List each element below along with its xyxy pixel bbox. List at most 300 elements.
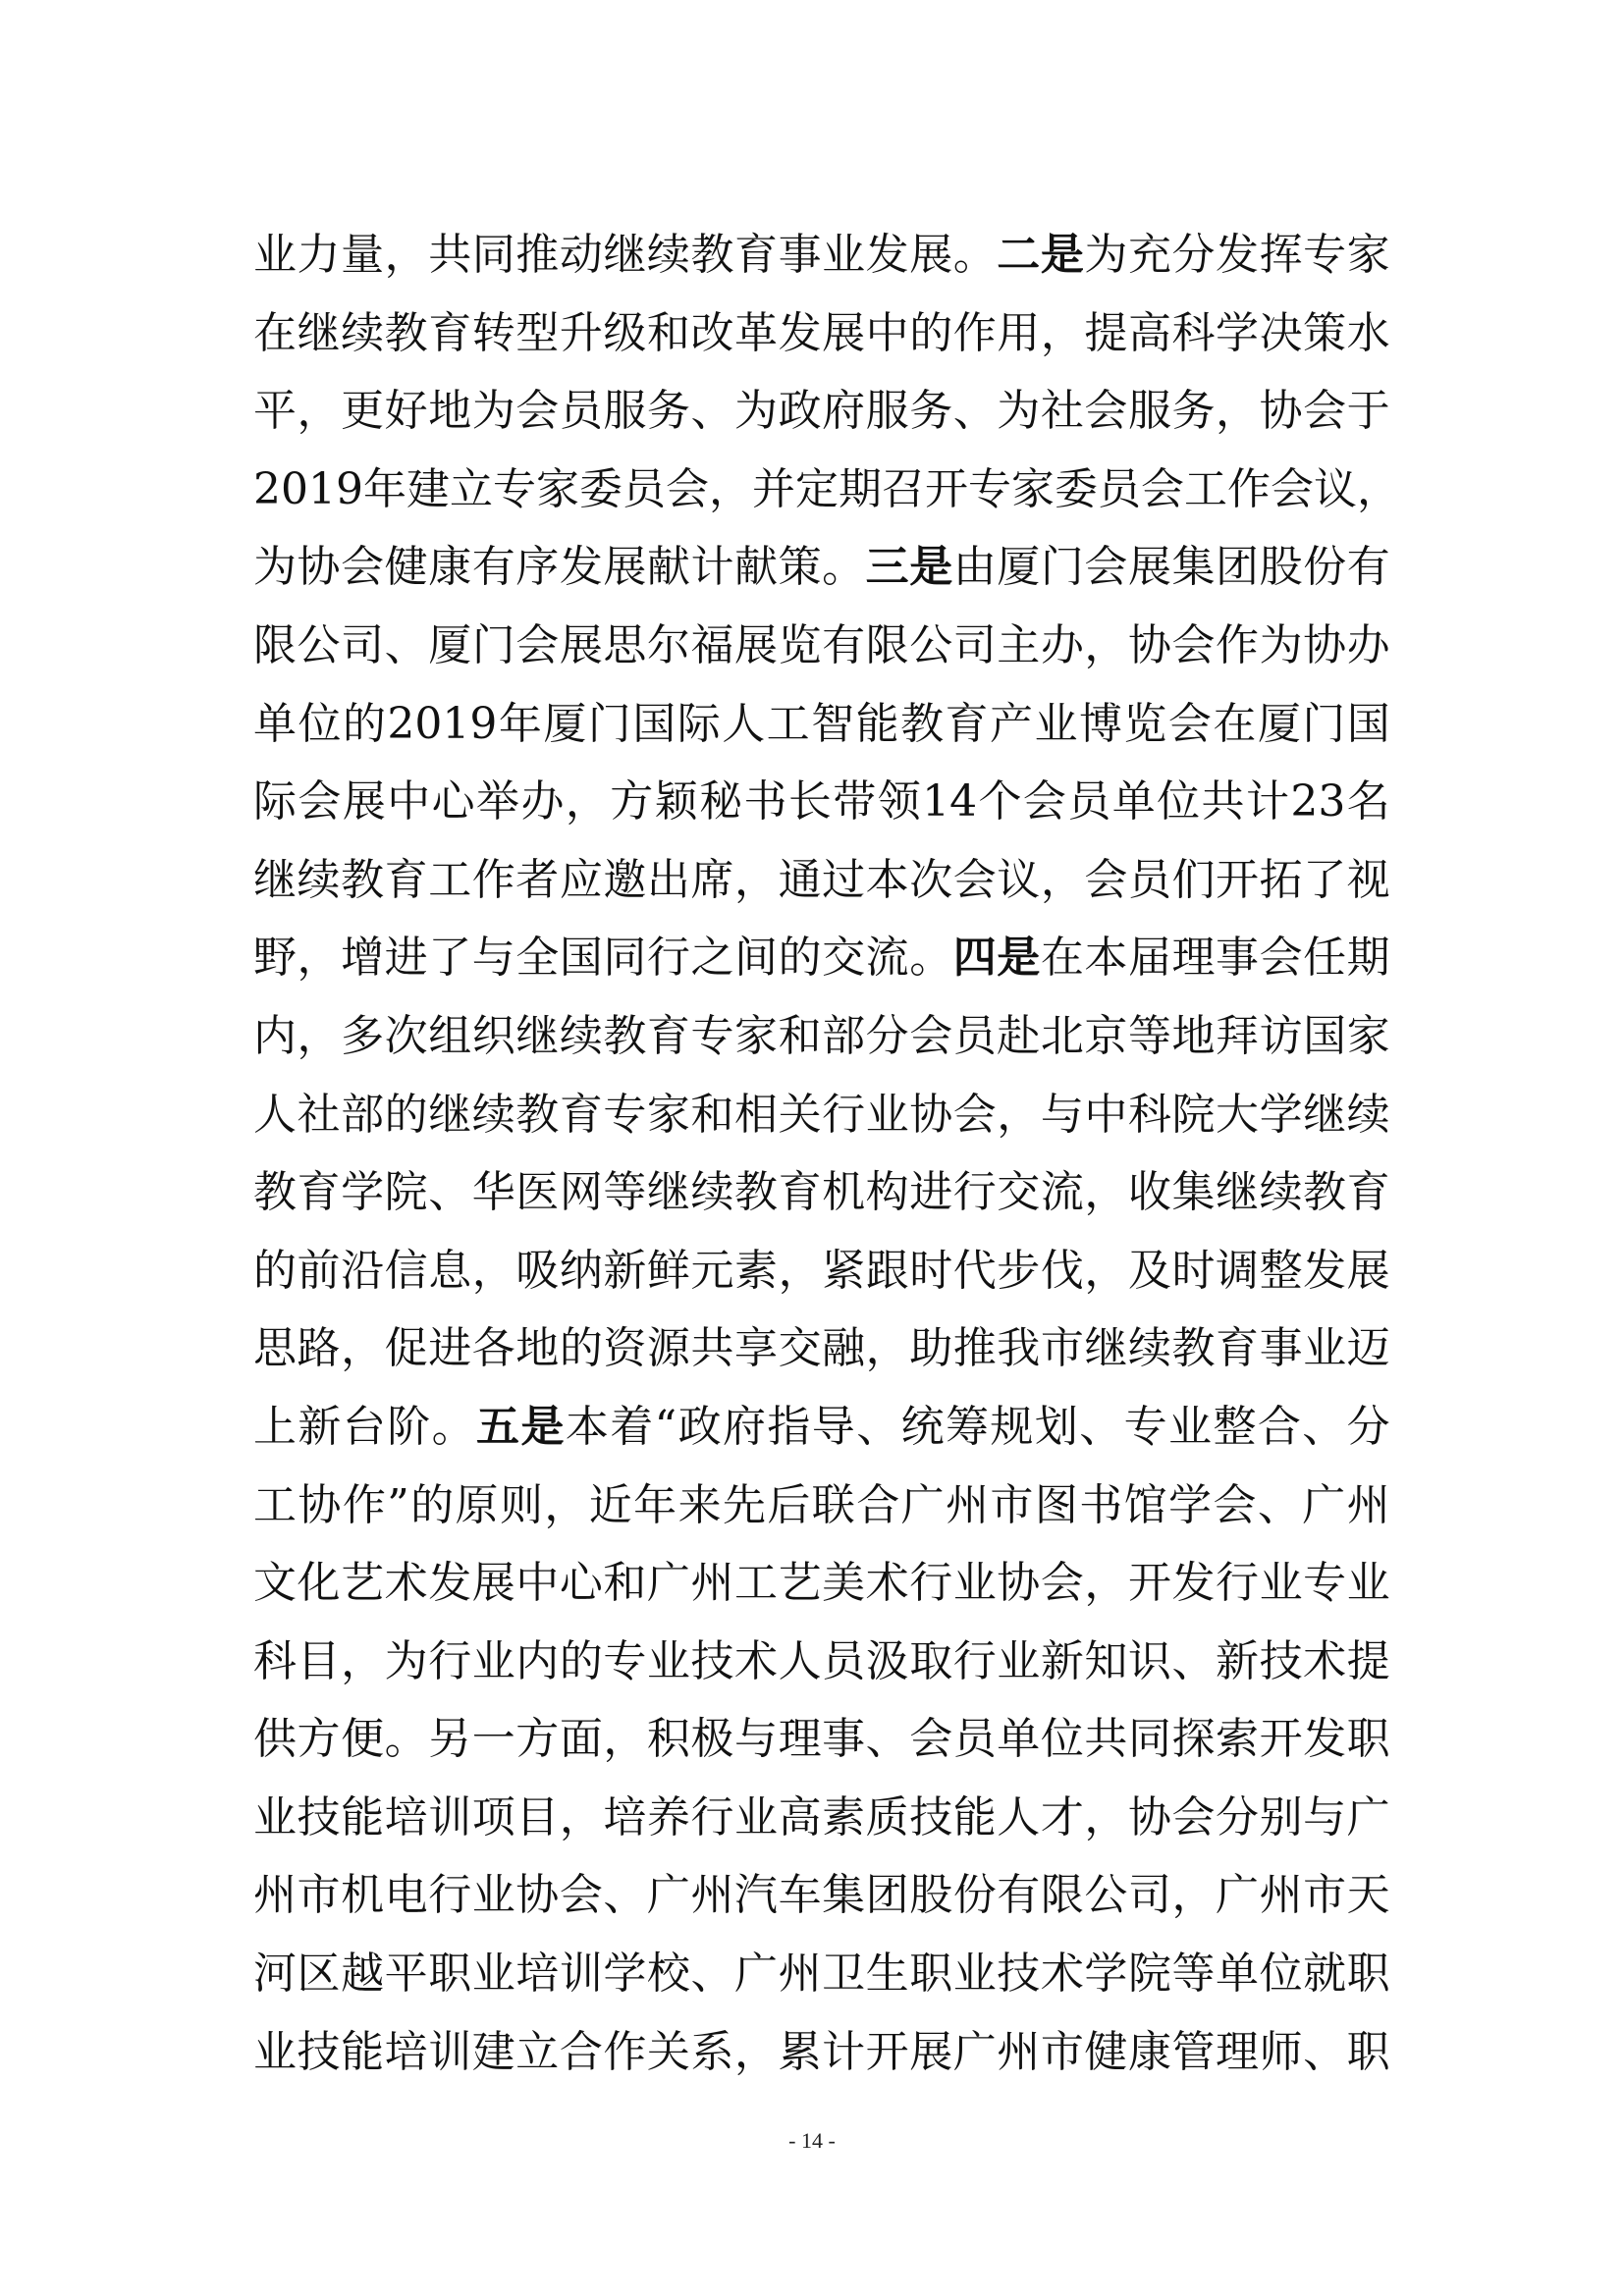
- text-char: 方: [515, 1714, 560, 1765]
- text-char: 校: [646, 1949, 690, 2000]
- text-char: 福: [690, 619, 734, 670]
- text-char: 术: [865, 1558, 909, 1609]
- text-line: [253, 607, 1390, 685]
- text-char: 野: [253, 933, 297, 984]
- text-char: 展: [734, 619, 779, 670]
- text-char: 天: [1346, 1870, 1390, 1921]
- text-char: 平: [253, 386, 297, 437]
- text-char: ，: [471, 1245, 515, 1296]
- text-char: 合: [1257, 1401, 1301, 1452]
- text-char: 览: [778, 619, 822, 670]
- text-char: 续: [1259, 1167, 1303, 1218]
- text-char: 和: [778, 1010, 822, 1061]
- text-char: 员: [1067, 776, 1111, 828]
- text-char: 专: [1303, 1558, 1347, 1609]
- text-char: 车: [778, 1870, 822, 1921]
- text-char: 理: [1171, 933, 1216, 984]
- text-char: 人: [778, 1635, 822, 1686]
- text-char: 全: [515, 933, 560, 984]
- text-char: 越: [341, 1949, 385, 2000]
- text-char: 项: [471, 1791, 515, 1842]
- page-number: - 14 -: [788, 2128, 836, 2153]
- text-char: 拜: [1216, 1010, 1260, 1061]
- text-char: 续: [341, 307, 385, 358]
- text-char: 国: [559, 933, 603, 984]
- text-char: 为: [253, 542, 297, 593]
- text-char: 本: [865, 854, 909, 905]
- text-char: 增: [341, 933, 385, 984]
- text-char: 厦: [543, 698, 587, 749]
- text-char: 升: [559, 307, 603, 358]
- text-char: 术: [1303, 1635, 1347, 1686]
- text-char: 技: [690, 1635, 734, 1686]
- text-char: 分: [1346, 1401, 1390, 1452]
- text-char: 积: [646, 1714, 690, 1765]
- text-char: 机: [341, 1870, 385, 1921]
- text-char: 、: [428, 1167, 472, 1218]
- text-char: 市: [1040, 1323, 1084, 1374]
- text-char: 间: [734, 933, 779, 984]
- text-char: 后: [767, 1479, 811, 1530]
- text-char: 继: [428, 1089, 472, 1140]
- text-char: 紧: [822, 1245, 866, 1296]
- text-char: 协: [297, 542, 341, 593]
- text-char: 新: [603, 1245, 647, 1296]
- text-char: 院: [384, 1167, 428, 1218]
- text-char: 指: [767, 1401, 811, 1452]
- text-char: 议: [997, 854, 1041, 905]
- text-char: 交: [822, 933, 866, 984]
- text-char: 合: [856, 1479, 900, 1530]
- text-char: 继: [1216, 1167, 1260, 1218]
- text-char: 职: [1346, 1949, 1390, 2000]
- text-char: 关: [646, 2026, 690, 2077]
- text-char: 2019: [387, 698, 498, 749]
- text-line: [253, 528, 1390, 607]
- text-char: 邀: [603, 854, 647, 905]
- text-char: 行: [428, 1635, 472, 1686]
- text-char: 部: [341, 1089, 385, 1140]
- text-char: 管: [1171, 2026, 1216, 2077]
- text-char: 本: [1084, 933, 1128, 984]
- text-char: 会: [1140, 463, 1184, 514]
- text-char: 年: [633, 1479, 677, 1530]
- text-char: 业: [1034, 698, 1078, 749]
- text-char: 流: [865, 933, 909, 984]
- text-char: 会: [1171, 619, 1216, 670]
- text-char: 学: [1084, 1949, 1128, 2000]
- text-char: 国: [632, 698, 677, 749]
- text-char: 目: [297, 1635, 341, 1686]
- text-char: 继: [603, 230, 647, 280]
- text-char: 工: [428, 854, 472, 905]
- text-char: 为: [997, 386, 1041, 437]
- text-char: 决: [1259, 307, 1303, 358]
- text-char: 业: [471, 1949, 515, 2000]
- text-char: 献: [646, 542, 690, 593]
- text-char: 团: [865, 1870, 909, 1921]
- text-char: 织: [471, 1010, 515, 1061]
- text-char: 多: [341, 1010, 385, 1061]
- text-char: 资: [603, 1323, 647, 1374]
- text-char: 便: [341, 1714, 385, 1765]
- text-char: 交: [778, 1323, 822, 1374]
- text-char: 教: [603, 1010, 647, 1061]
- text-char: 共: [1201, 776, 1245, 828]
- text-char: 医: [515, 1167, 560, 1218]
- text-char: 教: [690, 230, 734, 280]
- text-char: 分: [1171, 230, 1216, 280]
- text-char: 理: [778, 1714, 822, 1765]
- text-char: 推: [952, 1323, 997, 1374]
- text-line: [253, 451, 1400, 529]
- text-char: 育: [428, 307, 472, 358]
- text-char: 业: [822, 230, 866, 280]
- text-char: 召: [881, 463, 925, 514]
- text-char: 院: [1171, 1089, 1216, 1140]
- text-line: [253, 919, 1390, 997]
- text-char: 融: [822, 1323, 866, 1374]
- text-char: 卫: [822, 1949, 866, 2000]
- text-char: 导: [811, 1401, 855, 1452]
- text-char: 家: [535, 463, 579, 514]
- text-char: 取: [909, 1635, 953, 1686]
- text-char: 厦: [428, 619, 472, 670]
- text-char: 开: [1216, 854, 1260, 905]
- text-char: 委: [578, 463, 623, 514]
- text-line: [253, 997, 1390, 1076]
- text-char: 续: [1346, 1089, 1390, 1140]
- text-char: 院: [1127, 1949, 1171, 2000]
- text-char: 限: [865, 619, 909, 670]
- text-char: 术: [1040, 1949, 1084, 2000]
- text-char: 训: [559, 1949, 603, 2000]
- text-char: ，: [297, 933, 341, 984]
- text-char: 先: [722, 1479, 766, 1530]
- text-char: 心: [559, 1558, 603, 1609]
- text-char: 会: [909, 1714, 953, 1765]
- text-char: 办: [520, 776, 565, 828]
- text-char: 专: [1303, 230, 1347, 280]
- text-char: 领: [877, 776, 921, 828]
- text-char: 思: [253, 1323, 297, 1374]
- text-char: 吸: [515, 1245, 560, 1296]
- text-line: [253, 685, 1390, 764]
- text-char: 国: [1346, 698, 1390, 749]
- text-char: 发: [1216, 230, 1260, 280]
- text-char: 行: [822, 1089, 866, 1140]
- text-char: 好: [384, 386, 428, 437]
- text-line: [253, 294, 1390, 373]
- text-char: 享: [734, 1323, 779, 1374]
- text-char: 位: [1040, 1714, 1084, 1765]
- text-char: 际: [253, 776, 297, 828]
- text-char: 区: [297, 1949, 341, 2000]
- text-char: 公: [297, 619, 341, 670]
- text-char: 年: [362, 463, 406, 514]
- text-char: ，: [341, 1635, 385, 1686]
- text-char: 续: [1127, 1323, 1171, 1374]
- text-char: 时: [909, 1245, 953, 1296]
- text-char: 河: [253, 1949, 297, 2000]
- text-char: 术: [384, 1558, 428, 1609]
- text-char: 共: [690, 1323, 734, 1374]
- text-char: 康: [1127, 2026, 1171, 2077]
- text-char: 相: [734, 1089, 779, 1140]
- text-char: 会: [1259, 933, 1303, 984]
- text-char: 的: [559, 1635, 603, 1686]
- text-char: 会: [559, 1870, 603, 1921]
- text-char: 计: [822, 2026, 866, 2077]
- text-char: 行: [1216, 1558, 1260, 1609]
- text-char: 立: [515, 2026, 560, 2077]
- text-char: 行: [952, 1635, 997, 1686]
- text-char: 教: [1171, 1323, 1216, 1374]
- text-char: 电: [384, 1870, 428, 1921]
- text-char: 协: [1127, 619, 1171, 670]
- text-char: 位: [1259, 1949, 1303, 2000]
- text-char: 共: [1084, 1714, 1128, 1765]
- text-char: 会: [1084, 386, 1128, 437]
- text-char: ，: [544, 1479, 588, 1530]
- text-char: 就: [1303, 1949, 1347, 2000]
- text-char: 育: [778, 1167, 822, 1218]
- text-char: 索: [1216, 1714, 1260, 1765]
- emphasis-text: 四: [952, 933, 997, 984]
- text-char: 事: [1216, 933, 1260, 984]
- text-char: ，: [1084, 1791, 1128, 1842]
- text-char: 学: [603, 1949, 647, 2000]
- text-char: 会: [1084, 854, 1128, 905]
- text-char: 书: [1079, 1479, 1123, 1530]
- text-char: 理: [1216, 2026, 1260, 2077]
- text-char: 限: [253, 619, 297, 670]
- text-char: 广: [646, 1558, 690, 1609]
- text-char: 时: [1171, 1245, 1216, 1296]
- text-char: 州: [690, 1558, 734, 1609]
- text-char: 统: [900, 1401, 945, 1452]
- text-char: 交: [997, 1167, 1041, 1218]
- text-char: 书: [743, 776, 787, 828]
- text-char: 京: [1084, 1010, 1128, 1061]
- text-char: 中: [515, 1558, 560, 1609]
- text-char: 会: [1167, 698, 1212, 749]
- text-char: 动: [559, 230, 603, 280]
- text-char: 挥: [1259, 230, 1303, 280]
- emphasis-text: 是: [997, 933, 1041, 984]
- text-char: 、: [1257, 1479, 1301, 1530]
- text-char: 鲜: [646, 1245, 690, 1296]
- text-char: 司: [952, 619, 997, 670]
- text-char: 台: [342, 1401, 386, 1452]
- text-char: 应: [559, 854, 603, 905]
- text-char: 学: [1216, 307, 1260, 358]
- text-char: 专: [492, 463, 536, 514]
- text-char: 业: [253, 2026, 297, 2077]
- text-char: ，: [384, 230, 428, 280]
- text-line: [253, 1779, 1390, 1857]
- text-char: 府: [722, 1401, 766, 1452]
- text-char: 力: [297, 230, 341, 280]
- text-char: ，: [565, 776, 609, 828]
- text-char: ，: [1171, 1870, 1216, 1921]
- text-char: ，: [1216, 386, 1260, 437]
- text-char: 健: [384, 542, 428, 593]
- text-char: 委: [1054, 463, 1098, 514]
- text-char: 服: [603, 386, 647, 437]
- text-char: 、: [865, 1714, 909, 1765]
- text-char: 革: [734, 307, 779, 358]
- text-char: 本: [565, 1401, 609, 1452]
- text-char: 推: [515, 230, 560, 280]
- text-char: ，: [559, 1791, 603, 1842]
- text-char: 北: [1040, 1010, 1084, 1061]
- text-char: ，: [778, 1245, 822, 1296]
- text-char: 共: [428, 230, 472, 280]
- text-char: 集: [1171, 1167, 1216, 1218]
- text-char: 学: [1259, 1089, 1303, 1140]
- text-char: 培: [384, 1791, 428, 1842]
- text-char: 股: [909, 1870, 953, 1921]
- text-char: 了: [428, 933, 472, 984]
- text-char: 司: [1127, 1870, 1171, 1921]
- text-char: 集: [822, 1870, 866, 1921]
- text-char: ，: [734, 2026, 779, 2077]
- text-char: 于: [1346, 386, 1390, 437]
- text-char: 同: [471, 230, 515, 280]
- text-char: 续: [471, 1089, 515, 1140]
- emphasis-text: 二: [997, 230, 1041, 280]
- text-char: 办: [1040, 619, 1084, 670]
- text-char: 的: [410, 1479, 455, 1530]
- text-char: 有: [471, 542, 515, 593]
- text-char: 业: [471, 1870, 515, 1921]
- text-line: [253, 1700, 1390, 1779]
- text-char: 广: [734, 1949, 779, 2000]
- text-char: 州: [997, 2026, 1041, 2077]
- emphasis-text: 是: [520, 1401, 565, 1452]
- text-char: 广: [900, 1479, 945, 1530]
- text-char: 新: [1040, 1635, 1084, 1686]
- text-char: 次: [909, 854, 953, 905]
- text-char: 的: [384, 1089, 428, 1140]
- text-char: ，: [341, 1323, 385, 1374]
- text-char: 开: [865, 2026, 909, 2077]
- text-char: 迈: [1346, 1323, 1390, 1374]
- text-char: 协: [909, 1089, 953, 1140]
- text-char: 家: [734, 1010, 779, 1061]
- text-char: 和: [690, 1089, 734, 1140]
- text-char: 、: [603, 1870, 647, 1921]
- text-char: 进: [909, 1167, 953, 1218]
- text-char: 协: [1303, 619, 1347, 670]
- text-char: 业: [253, 230, 297, 280]
- text-char: ，: [734, 854, 779, 905]
- text-char: 提: [1346, 1635, 1390, 1686]
- text-char: 州: [253, 1870, 297, 1921]
- text-char: 协: [1127, 1791, 1171, 1842]
- text-char: 员: [622, 463, 666, 514]
- text-char: 作: [1216, 619, 1260, 670]
- text-char: 行: [909, 1558, 953, 1609]
- text-line: [253, 1388, 1390, 1467]
- text-char: 专: [690, 1010, 734, 1061]
- text-char: 厦: [997, 542, 1041, 593]
- text-char: 届: [1127, 933, 1171, 984]
- text-char: 业: [997, 1635, 1041, 1686]
- text-char: 构: [865, 1167, 909, 1218]
- text-char: 收: [1127, 1167, 1171, 1218]
- text-char: 与: [471, 933, 515, 984]
- text-char: 技: [909, 1791, 953, 1842]
- text-char: 、: [690, 1949, 734, 2000]
- text-char: 会: [952, 1089, 997, 1140]
- text-char: 新: [1216, 1635, 1260, 1686]
- text-char: 累: [778, 2026, 822, 2077]
- emphasis-text: 是: [1040, 230, 1084, 280]
- text-char: 等: [1171, 1949, 1216, 2000]
- text-char: 专: [967, 463, 1011, 514]
- text-char: 素: [822, 1791, 866, 1842]
- text-char: 继: [515, 1010, 560, 1061]
- text-char: 州: [946, 1479, 989, 1530]
- text-char: 限: [1040, 1870, 1084, 1921]
- text-char: 级: [603, 307, 647, 358]
- text-char: 会: [909, 1010, 953, 1061]
- text-char: 举: [476, 776, 520, 828]
- text-char: ，: [997, 1089, 1041, 1140]
- text-char: 计: [1245, 776, 1289, 828]
- text-char: 序: [515, 542, 560, 593]
- text-char: 科: [1171, 307, 1216, 358]
- text-char: 14: [922, 776, 978, 828]
- text-char: 。: [431, 1401, 475, 1452]
- text-char: 定: [794, 463, 839, 514]
- text-char: 等: [1127, 1010, 1171, 1061]
- text-char: 上: [253, 1401, 297, 1452]
- text-char: 的: [778, 933, 822, 984]
- text-char: 为: [734, 386, 779, 437]
- text-line: [253, 1309, 1390, 1388]
- text-char: 智: [811, 698, 855, 749]
- text-char: 政: [778, 386, 822, 437]
- text-char: 育: [297, 1167, 341, 1218]
- text-char: 作: [603, 2026, 647, 2077]
- text-char: 社: [1040, 386, 1084, 437]
- text-char: 过: [822, 854, 866, 905]
- text-char: ，: [708, 463, 752, 514]
- text-char: 。: [909, 933, 953, 984]
- text-char: 与: [1303, 1791, 1347, 1842]
- text-char: 则: [499, 1479, 543, 1530]
- text-char: 之: [690, 933, 734, 984]
- text-char: ，: [1084, 1558, 1128, 1609]
- text-char: 建: [406, 463, 450, 514]
- text-char: 艺: [778, 1558, 822, 1609]
- text-char: 教: [900, 698, 945, 749]
- text-char: 有: [997, 1870, 1041, 1921]
- text-char: 整: [1259, 1245, 1303, 1296]
- text-char: 能: [341, 1791, 385, 1842]
- text-char: ，: [603, 1714, 647, 1765]
- text-char: 、: [1302, 1401, 1346, 1452]
- text-char: 用: [997, 307, 1041, 358]
- text-char: 进: [428, 1323, 472, 1374]
- text-char: 心: [431, 776, 475, 828]
- text-char: 我: [997, 1323, 1041, 1374]
- text-char: 期: [1346, 933, 1390, 984]
- text-char: 员: [822, 1635, 866, 1686]
